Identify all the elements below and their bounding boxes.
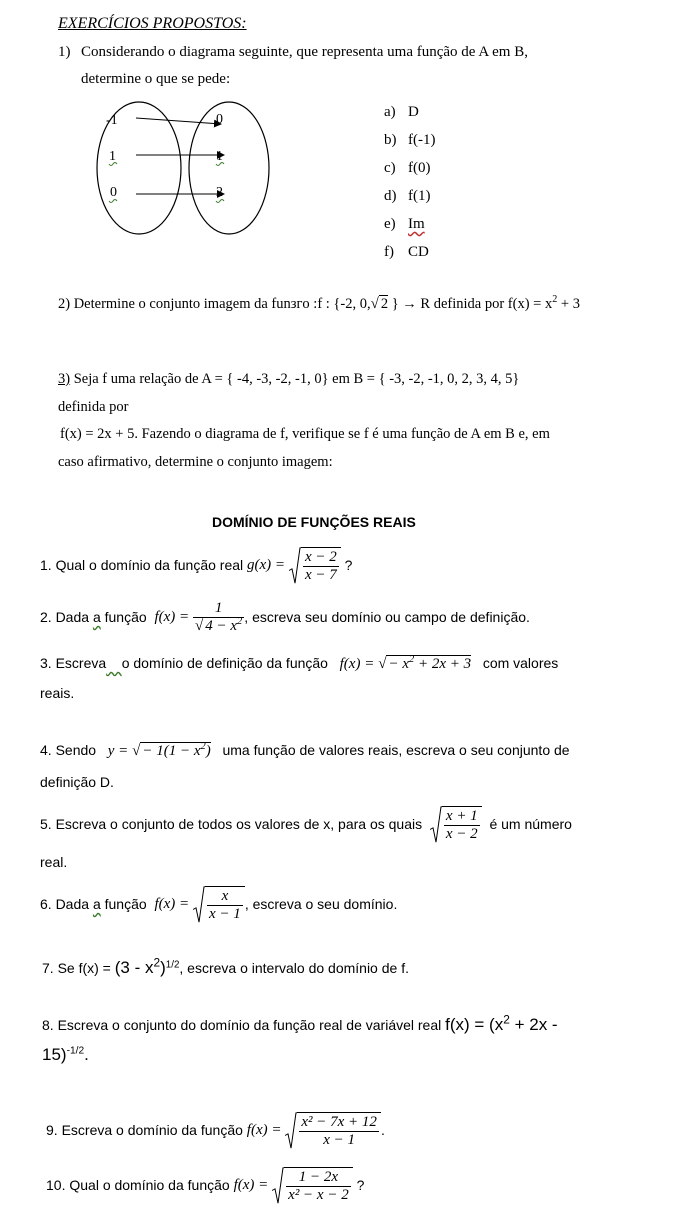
exercise-8-cont: 15)$^{-1/2}$. xyxy=(42,1045,89,1064)
exercise-2: 2. Dada a função f(x) = $\frac{1}{√ 4 - x^2}$ , escreva seu domínio ou campo de definição. xyxy=(40,599,530,634)
exercise-10: 10. Qual o domínio da função f(x) = $\frac{1 - 2x}{\text{x² − x − 2}}$ ? xyxy=(46,1168,365,1203)
exercise-6: 6. Dada a função f(x) = $\frac{x}{x - 1}$ , escreva o seu domínio. xyxy=(40,887,398,922)
exercise-7: 7. Se $f(x) = (3 - x^2)^{1/2}$, escreva o intervalo do domínio de f. xyxy=(42,955,409,977)
question-3-line2: definida por xyxy=(58,399,129,415)
exercise-4: 4. Sendo y = √ − $1(1 - x^2)$ uma função de valores reais, escreva o seu conjunto de xyxy=(40,741,570,759)
exercise-9: 9. Escreva o domínio da função f(x) = $\frac{\text{x² − 7x + 12}}{x - 1}$ . xyxy=(46,1113,385,1148)
question-3-line4: caso afirmativo, determine o conjunto imagem: xyxy=(58,454,333,470)
option-e: e) Im xyxy=(384,216,425,232)
question-1-number: 1) xyxy=(58,44,71,60)
domain-element: -1 xyxy=(106,113,118,128)
exercise-3: 3. Escreva o domínio de definição da função f(x) = √ − $x^2 + 2x + 3$ com valores xyxy=(40,654,559,672)
option-f: f) CD xyxy=(384,244,429,260)
question-3-line3: f(x) = 2x + 5. Fazendo o diagrama de f, verifique se f é uma função de A em B e, em xyxy=(60,426,550,442)
exercise-3-cont: reais. xyxy=(40,685,75,701)
option-b: b) f(-1) xyxy=(384,132,436,148)
arrow-minus1-to-0 xyxy=(136,118,221,124)
question-1-line2: determine o que se pede: xyxy=(81,71,231,87)
option-c: c) f(0) xyxy=(384,160,431,176)
codomain-element: 2 xyxy=(216,185,223,200)
exercise-1: 1. Qual o domínio da função real g(x) = $\frac{x - 2}{x - 7}$ ? xyxy=(40,548,353,583)
question-1-line1: Considerando o diagrama seguinte, que representa uma função de A em B, xyxy=(81,44,528,60)
option-a: a) D xyxy=(384,104,419,120)
set-b-ellipse xyxy=(189,102,269,234)
option-d: d) f(1) xyxy=(384,188,431,204)
question-3-line1: 3) Seja f uma relação de A = { -4, -3, -2, -1, 0} em B = { -3, -2, -1, 0, 2, 3, 4, 5} xyxy=(58,371,520,387)
exercise-8: 8. Escreva o conjunto do domínio da função real de variável real $f(x) = (x^2 + 2x$ - xyxy=(42,1012,558,1034)
codomain-element: 1 xyxy=(216,149,223,164)
exercise-5: 5. Escreva o conjunto de todos os valores de x, para os quais $\frac{x + 1}{x - 2}$ é um número xyxy=(40,807,572,842)
section-title: EXERCÍCIOS PROPOSTOS: xyxy=(58,15,247,32)
exercise-4-cont: definição D. xyxy=(40,774,114,790)
question-2: 2) Determine o conjunto imagem da funзгo :f : {-2, 0,√ 2 } → R definida por $f(x) = x^2 + 3$ xyxy=(58,294,580,312)
domain-element: 1 xyxy=(109,149,116,164)
domain-element: 0 xyxy=(110,185,117,200)
codomain-element: 0 xyxy=(216,112,223,127)
options-list xyxy=(384,98,435,266)
exercise-5-cont: real. xyxy=(40,854,68,870)
section-heading: DOMÍNIO DE FUNÇÕES REAIS xyxy=(212,514,416,530)
function-diagram xyxy=(96,96,276,240)
